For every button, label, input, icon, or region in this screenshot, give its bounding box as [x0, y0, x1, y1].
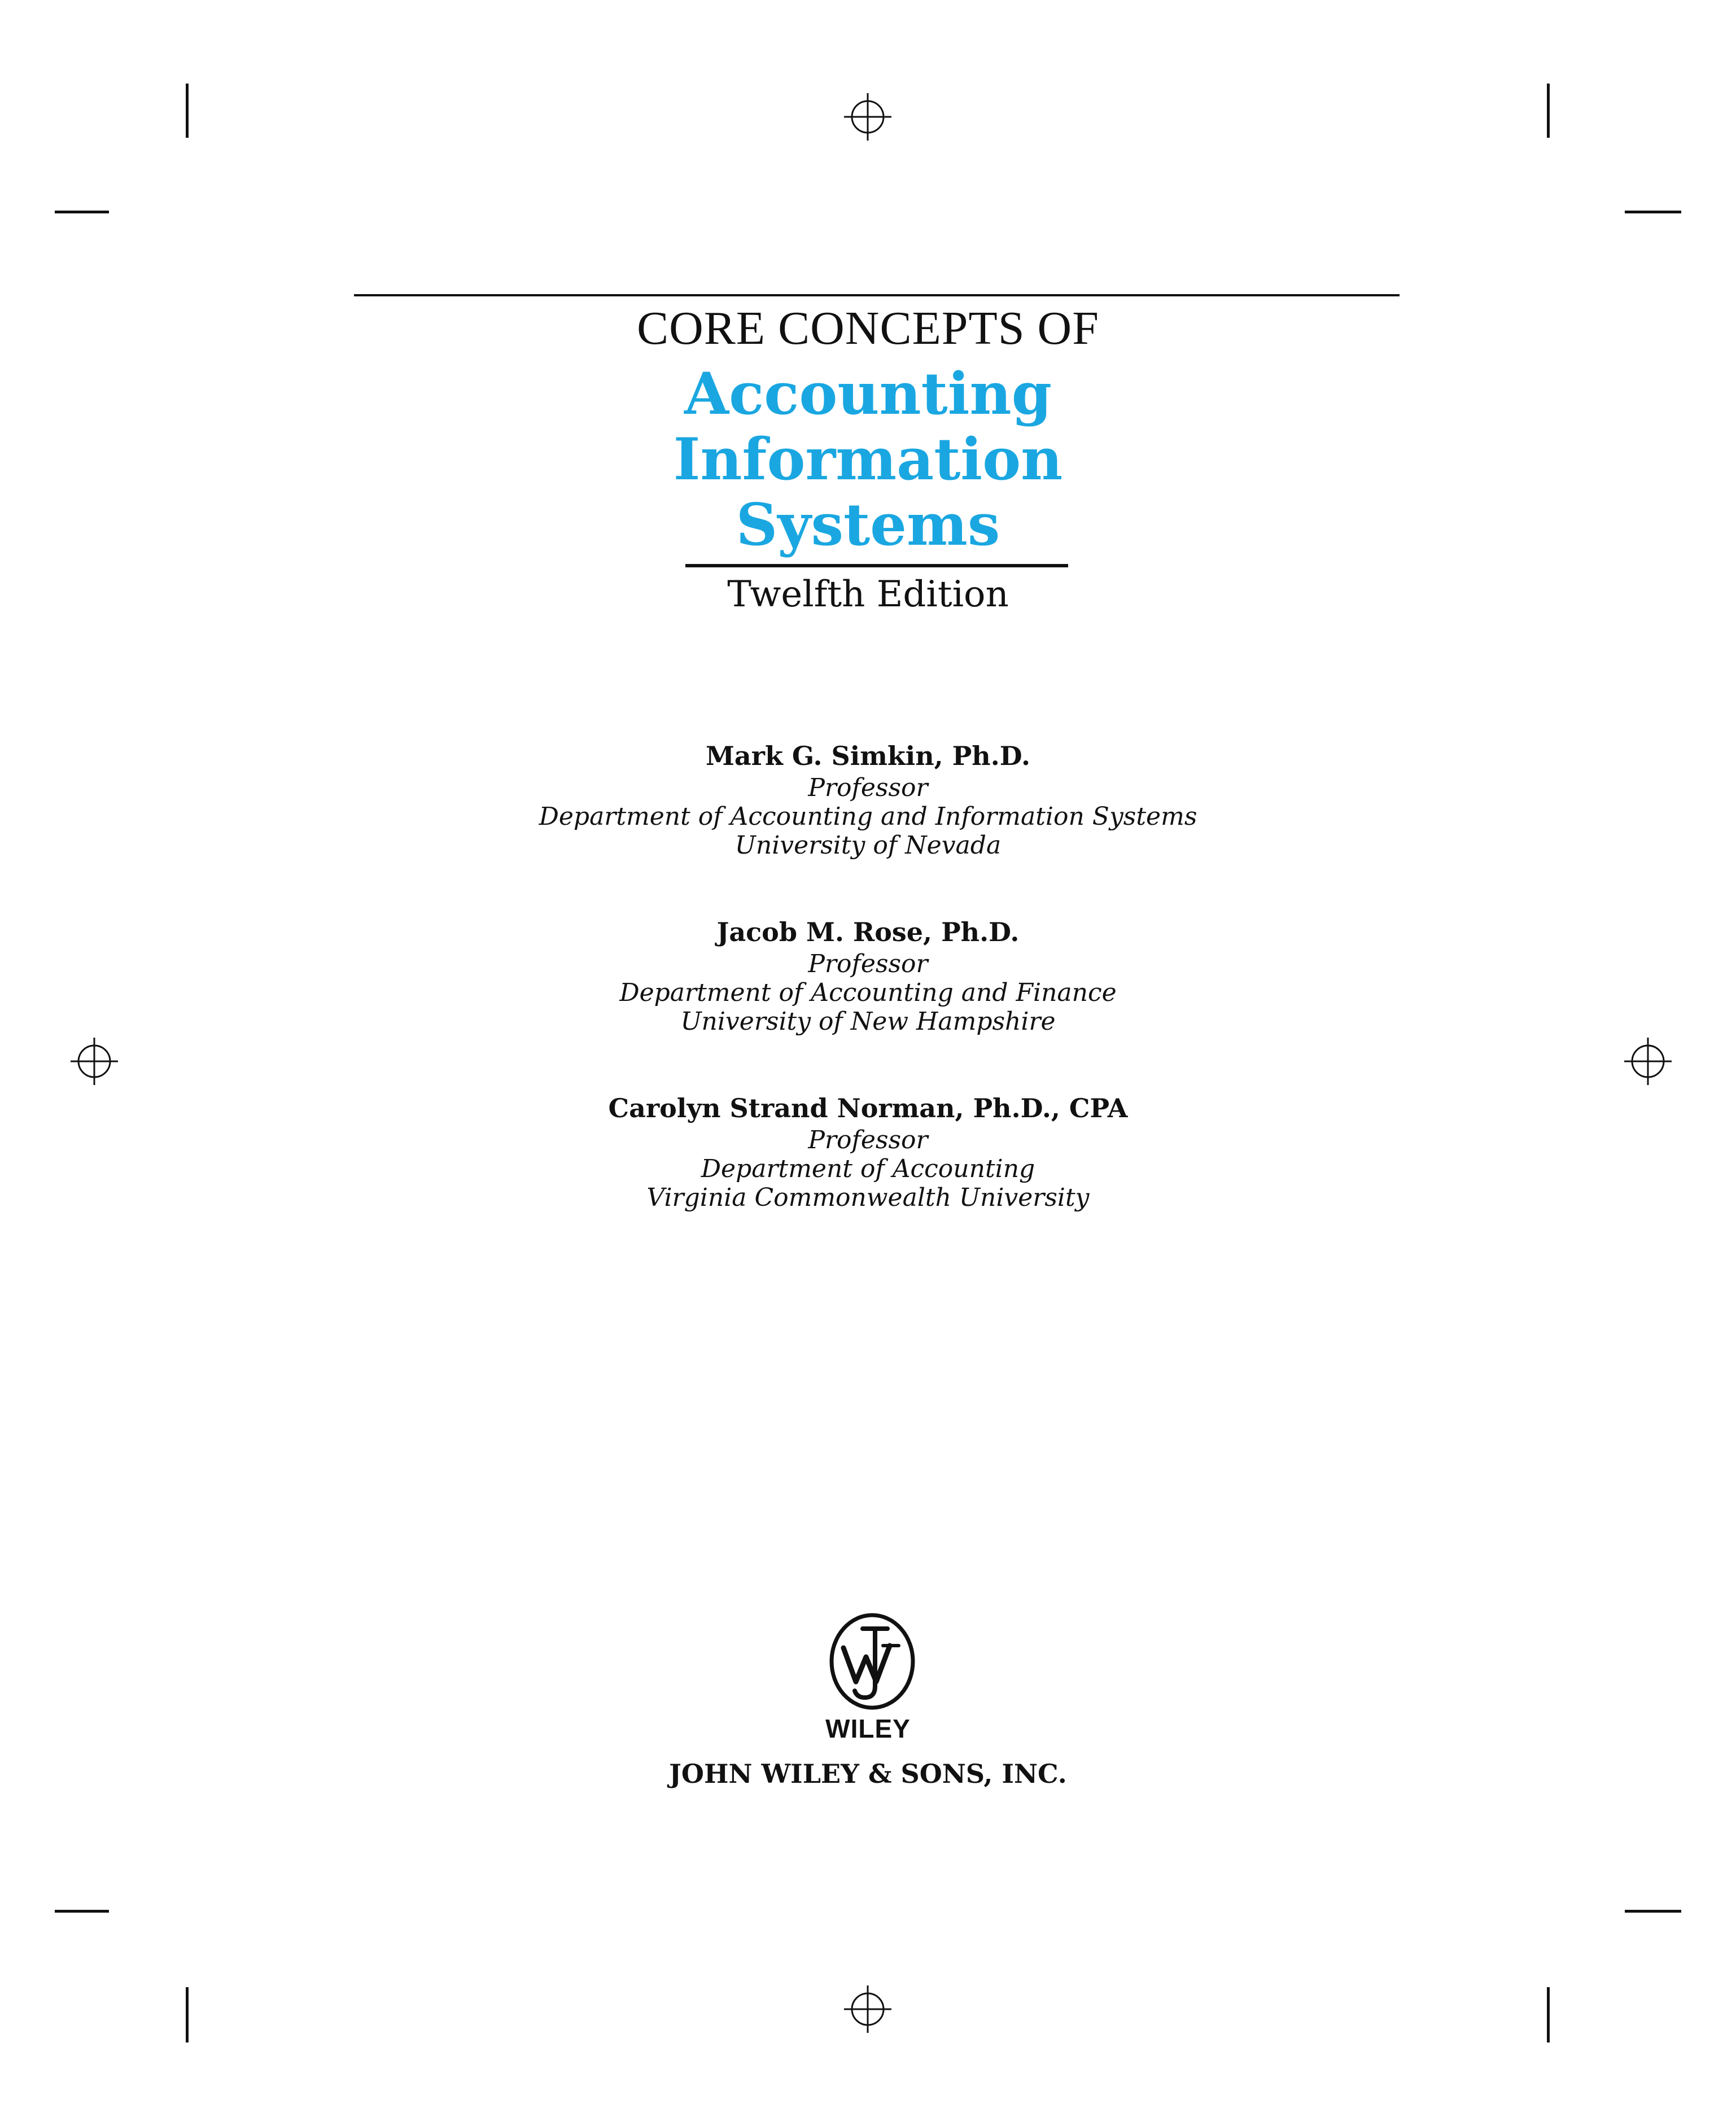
author-block-1: [0, 738, 1736, 860]
crop-mark-top-right-horizontal: [1625, 211, 1681, 213]
author-role: Professor: [808, 950, 928, 978]
author-department: Department of Accounting: [701, 1154, 1035, 1183]
edition-label: Twelfth Edition: [727, 574, 1009, 615]
pre-title: CORE CONCEPTS OF: [637, 302, 1099, 355]
author-role: Professor: [808, 1126, 928, 1154]
author-department: Department of Accounting and Information Systems: [539, 802, 1197, 831]
author-institution: University of New Hampshire: [680, 1007, 1056, 1036]
title-line-1: Accounting: [684, 360, 1052, 428]
author-role: Professor: [808, 773, 928, 802]
registration-mark-icon: [71, 1038, 118, 1085]
wiley-logo-mark: [824, 1612, 920, 1713]
registration-mark-icon: [844, 93, 891, 141]
wiley-jw-logo-icon: [824, 1612, 920, 1713]
book-title: [0, 361, 1736, 558]
title-line-3: Systems: [736, 491, 1000, 559]
wiley-wordmark: WILEY: [825, 1714, 911, 1743]
author-name: Mark G. Simkin, Ph.D.: [705, 741, 1031, 771]
registration-mark-icon: [844, 1985, 891, 2033]
author-name: Jacob M. Rose, Ph.D.: [716, 917, 1020, 947]
crop-mark-bottom-left-vertical: [186, 1987, 189, 2042]
title-top-rule: [354, 294, 1400, 296]
author-department: Department of Accounting and Finance: [619, 978, 1117, 1007]
crop-mark-top-left-vertical: [186, 84, 189, 138]
author-name: Carolyn Strand Norman, Ph.D., CPA: [608, 1093, 1128, 1123]
author-institution: University of Nevada: [734, 831, 1002, 860]
title-bottom-rule: [685, 564, 1068, 567]
crop-mark-bottom-left-horizontal: [55, 1910, 109, 1913]
author-institution: Virginia Commonwealth University: [646, 1183, 1090, 1212]
registration-mark-icon: [1624, 1038, 1672, 1085]
author-block-2: [0, 915, 1736, 1036]
crop-mark-bottom-right-horizontal: [1625, 1910, 1681, 1913]
crop-mark-top-left-horizontal: [55, 211, 109, 213]
crop-mark-top-right-vertical: [1547, 84, 1550, 138]
crop-mark-bottom-right-vertical: [1547, 1987, 1550, 2042]
author-block-3: [0, 1091, 1736, 1212]
publisher-name: JOHN WILEY & SONS, INC.: [669, 1759, 1067, 1789]
title-line-2: Information: [673, 426, 1063, 493]
